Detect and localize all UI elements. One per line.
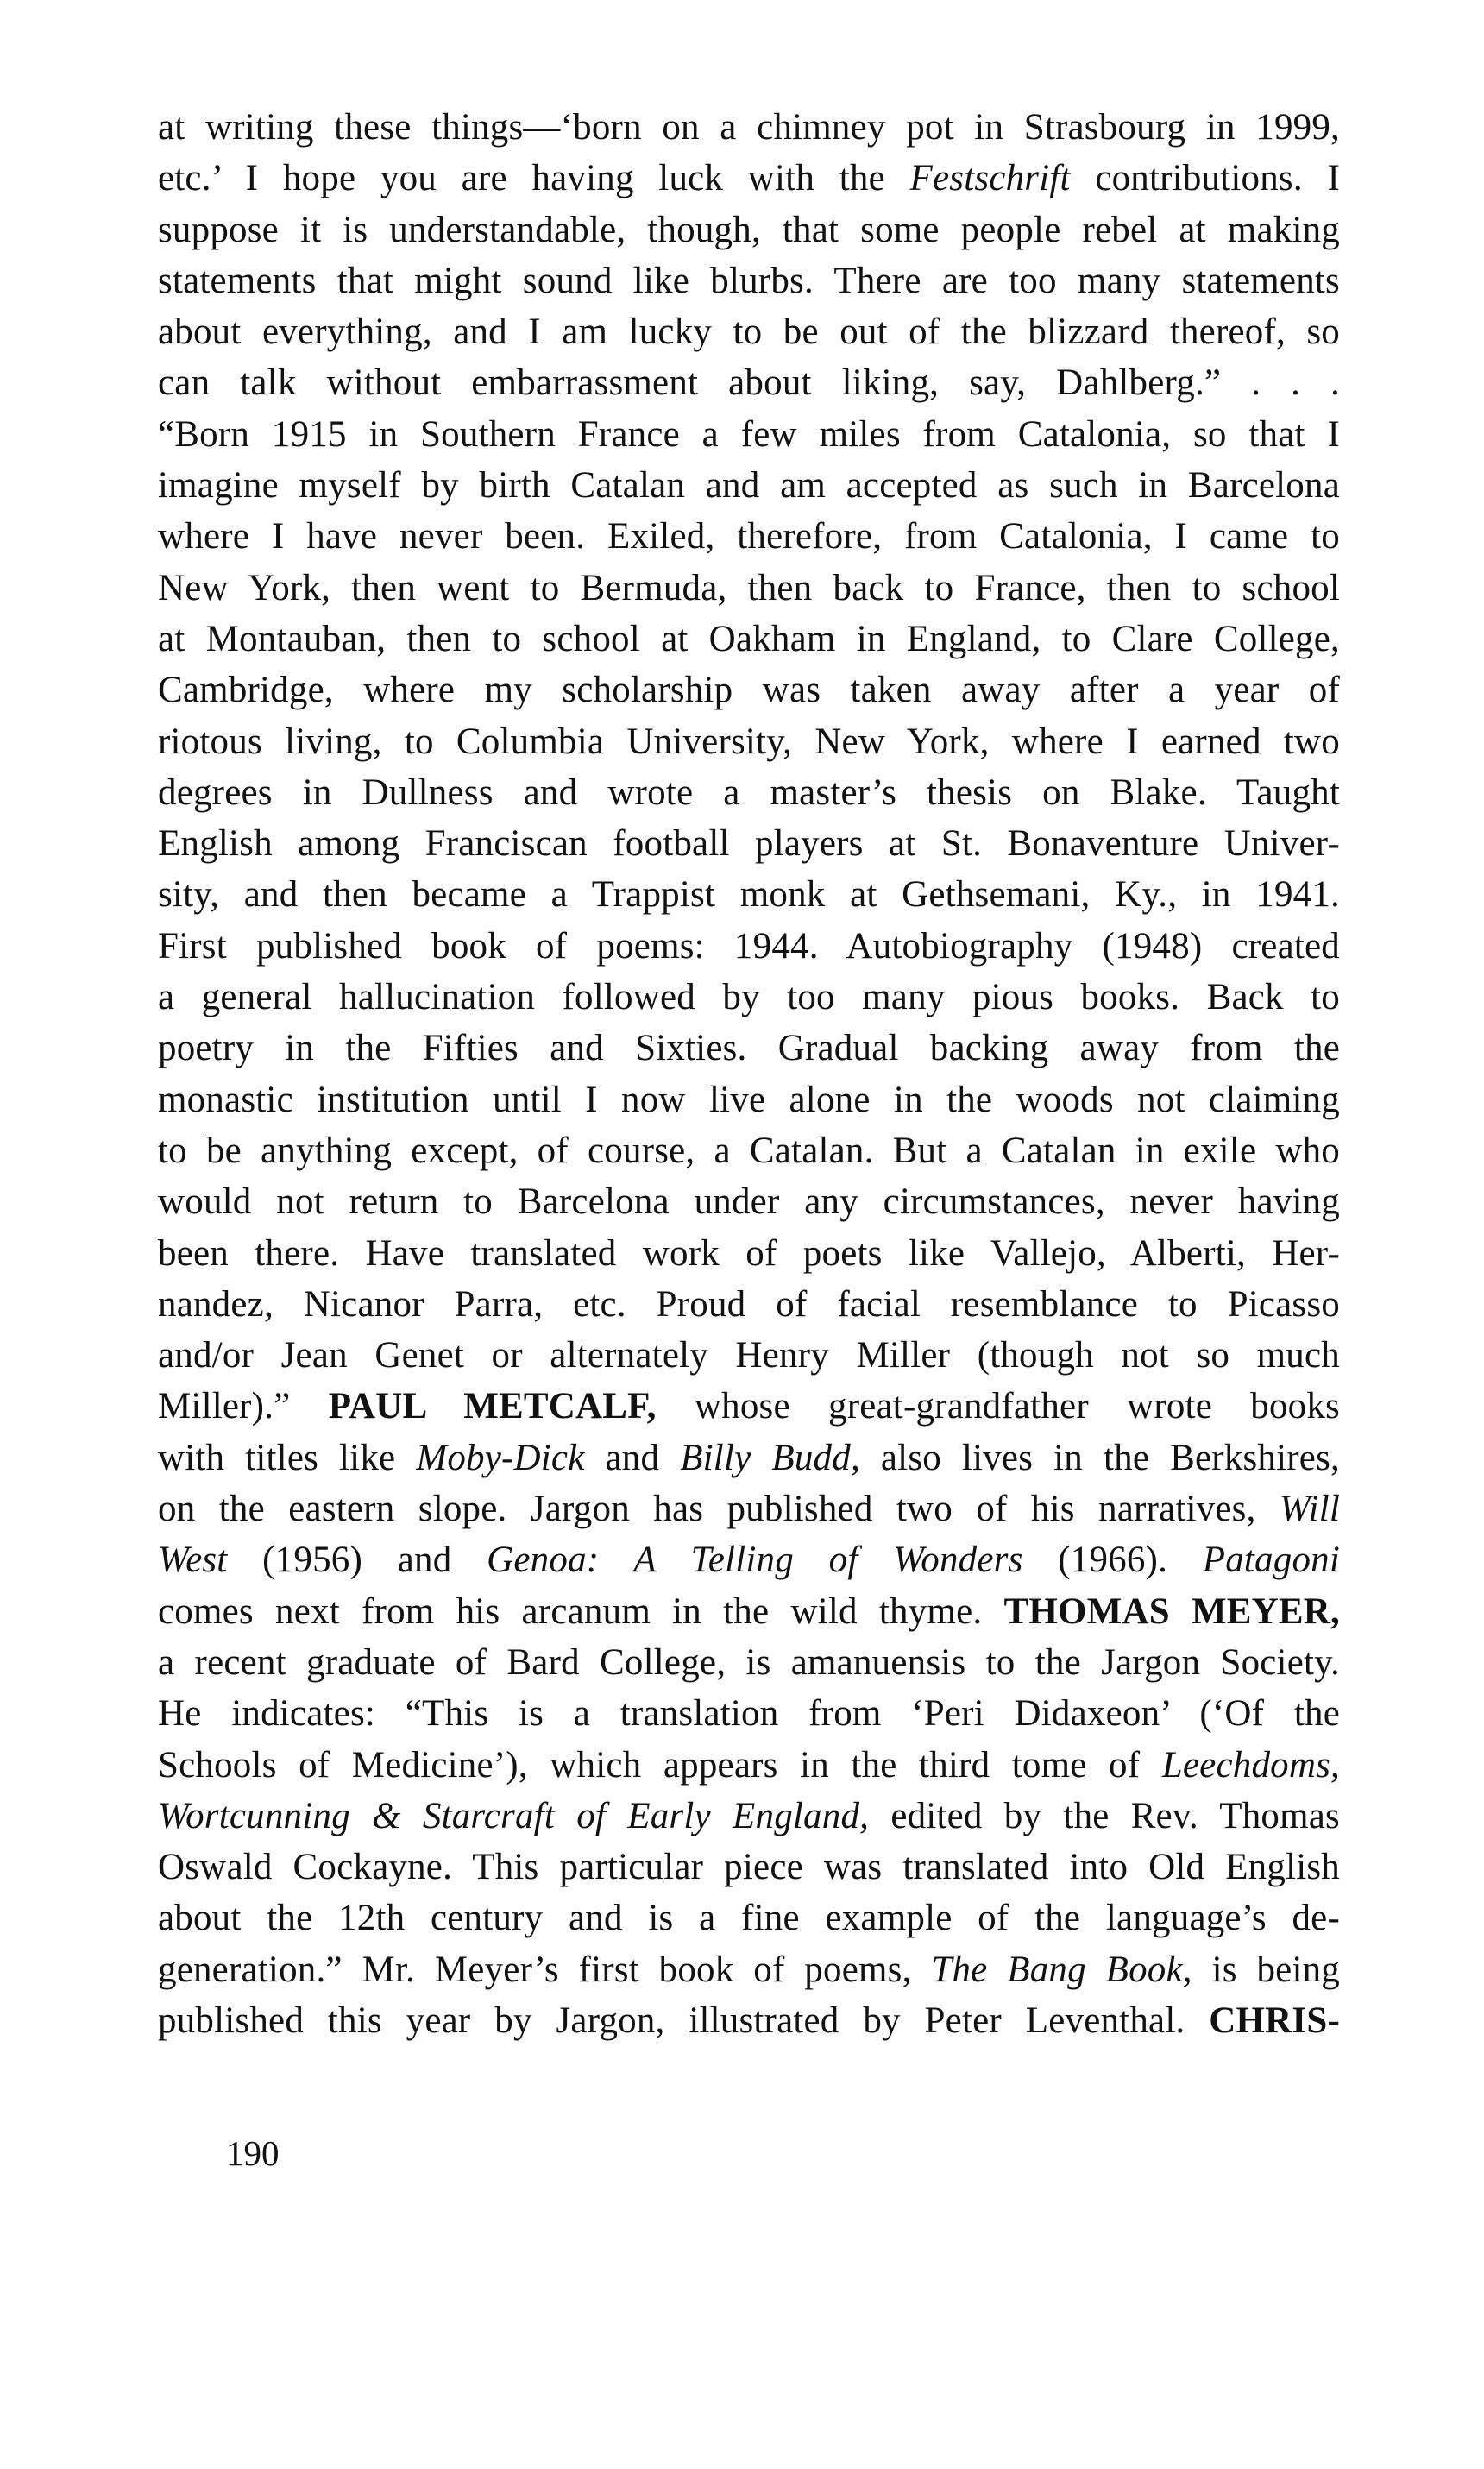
- text-line: [158, 357, 1340, 408]
- text-run: also lives in the Berkshires,: [859, 1437, 1340, 1478]
- italic-title: Billy Budd,: [680, 1437, 860, 1478]
- italic-title: The Bang Book,: [931, 1949, 1192, 1990]
- text-run: been there. Have translated work of poets like Vallejo, Alberti, Her-: [158, 1232, 1340, 1274]
- text-line: [158, 972, 1340, 1023]
- text-line: [158, 1893, 1340, 1943]
- text-run: published this year by Jargon, illustrated by Peter Leventhal.: [158, 2000, 1210, 2041]
- text-run: about everything, and I am lucky to be out of the blizzard thereof, so: [158, 312, 1340, 353]
- text-line: [158, 1791, 1340, 1842]
- text-run: (1956) and: [227, 1540, 487, 1581]
- text-run: generation.” Mr. Meyer’s first book of poems,: [158, 1949, 932, 1990]
- text-run: contributions. I: [1070, 158, 1340, 199]
- text-line: [158, 255, 1340, 306]
- text-line: [158, 716, 1340, 767]
- text-run: (1966).: [1022, 1540, 1203, 1581]
- text-line: [158, 1740, 1340, 1791]
- italic-title: Festschrift: [909, 158, 1071, 199]
- text-run: poetry in the Fifties and Sixties. Gradual backing away from the: [158, 1028, 1340, 1069]
- text-line: [158, 1637, 1340, 1688]
- text-run: suppose it is understandable, though, that some people rebel at making: [158, 209, 1340, 250]
- page-number: 190: [226, 2133, 280, 2173]
- text-run: and/or Jean Genet or alternately Henry Miller (though not so much: [158, 1335, 1340, 1376]
- text-line: [158, 409, 1340, 460]
- text-run: Oswald Cockayne. This particular piece was translated into Old English: [158, 1847, 1340, 1888]
- text-line: [158, 1176, 1340, 1227]
- text-run: to be anything except, of course, a Catalan. But a Catalan in exile who: [158, 1130, 1340, 1171]
- text-line: [158, 1688, 1340, 1739]
- text-run: and: [584, 1437, 681, 1478]
- text-line: [158, 664, 1340, 715]
- text-line: [158, 306, 1340, 357]
- text-run: Cambridge, where my scholarship was taken away after a year of: [158, 670, 1340, 711]
- italic-title: West: [158, 1540, 228, 1581]
- text-run: where I have never been. Exiled, therefore, from Catalonia, I came to: [158, 516, 1340, 557]
- text-run: would not return to Barcelona under any circumstances, never having: [158, 1181, 1340, 1223]
- text-line: [158, 1125, 1340, 1176]
- body-text: [158, 102, 1340, 2046]
- text-run: on the eastern slope. Jargon has published two of his narratives,: [158, 1489, 1280, 1530]
- text-run: is being: [1192, 1949, 1340, 1990]
- bold-name: CHRIS-: [1209, 2000, 1340, 2041]
- bold-name: PAUL METCALF,: [328, 1386, 657, 1427]
- text-run: at writing these things—‘born on a chimney pot in Strasbourg in 1999,: [158, 107, 1340, 148]
- text-run: a recent graduate of Bard College, is amanuensis to the Jargon Society.: [158, 1641, 1340, 1683]
- italic-title: Leechdoms,: [1161, 1744, 1340, 1786]
- text-line: [158, 1074, 1340, 1125]
- text-run: sity, and then became a Trappist monk at Gethsemani, Ky., in 1941.: [158, 874, 1340, 916]
- text-line: [158, 1944, 1340, 1995]
- text-line: [158, 563, 1340, 614]
- text-run: imagine myself by birth Catalan and am accepted as such in Barcelona: [158, 465, 1340, 507]
- italic-title: Genoa: A Telling of Wonders: [487, 1540, 1023, 1581]
- text-run: degrees in Dullness and wrote a master’s thesis on Blake. Taught: [158, 772, 1340, 813]
- text-run: statements that might sound like blurbs. There are too many statements: [158, 260, 1340, 301]
- text-line: [158, 1381, 1340, 1432]
- text-run: New York, then went to Bermuda, then back to France, then to school: [158, 567, 1340, 608]
- text-run: “Born 1915 in Southern France a few miles from Catalonia, so that I: [158, 413, 1340, 455]
- text-line: [158, 1279, 1340, 1330]
- text-line: [158, 1586, 1340, 1637]
- text-run: First published book of poems: 1944. Autobiography (1948) created: [158, 925, 1340, 967]
- italic-title: Moby-Dick: [416, 1437, 585, 1478]
- text-line: [158, 1330, 1340, 1381]
- italic-title: Wortcunning & Starcraft of Early England,: [158, 1795, 870, 1836]
- text-line: [158, 1433, 1340, 1483]
- text-run: about the 12th century and is a fine example of the language’s de-: [158, 1898, 1340, 1939]
- text-line: [158, 1842, 1340, 1893]
- text-line: [158, 869, 1340, 920]
- text-line: [158, 818, 1340, 869]
- bold-name: THOMAS MEYER,: [1003, 1590, 1341, 1632]
- text-run: nandez, Nicanor Parra, etc. Proud of facial resemblance to Picasso: [158, 1283, 1340, 1325]
- text-line: [158, 460, 1340, 511]
- text-line: [158, 614, 1340, 664]
- text-run: can talk without embarrassment about liking, say, Dahlberg.” . . .: [158, 362, 1340, 404]
- text-run: edited by the Rev. Thomas: [869, 1795, 1340, 1836]
- text-run: riotous living, to Columbia University, New York, where I earned two: [158, 721, 1340, 762]
- text-run: a general hallucination followed by too many pious books. Back to: [158, 977, 1340, 1018]
- text-run: whose great-grandfather wrote books: [656, 1386, 1340, 1427]
- italic-title: Will: [1279, 1489, 1340, 1530]
- text-run: English among Franciscan football players at St. Bonaventure Univer-: [158, 823, 1340, 865]
- text-line: [158, 1483, 1340, 1534]
- text-line: [158, 1534, 1340, 1585]
- text-run: etc.’ I hope you are having luck with the: [158, 158, 910, 199]
- text-line: [158, 102, 1340, 153]
- text-line: [158, 1228, 1340, 1279]
- text-run: with titles like: [158, 1437, 417, 1478]
- text-run: Miller).”: [158, 1386, 329, 1427]
- text-run: Schools of Medicine’), which appears in the third tome of: [158, 1744, 1162, 1786]
- text-line: [158, 511, 1340, 562]
- text-line: [158, 1023, 1340, 1074]
- text-line: [158, 767, 1340, 818]
- text-run: monastic institution until I now live alone in the woods not claiming: [158, 1079, 1340, 1120]
- text-run: at Montauban, then to school at Oakham in England, to Clare College,: [158, 618, 1340, 659]
- text-line: [158, 153, 1340, 204]
- text-run: comes next from his arcanum in the wild thyme.: [158, 1590, 1004, 1632]
- italic-title: Patagoni: [1202, 1540, 1340, 1581]
- text-line: [158, 1995, 1340, 2046]
- text-run: He indicates: “This is a translation from ‘Peri Didaxeon’ (‘Of the: [158, 1693, 1340, 1735]
- text-line: [158, 921, 1340, 972]
- text-line: [158, 205, 1340, 255]
